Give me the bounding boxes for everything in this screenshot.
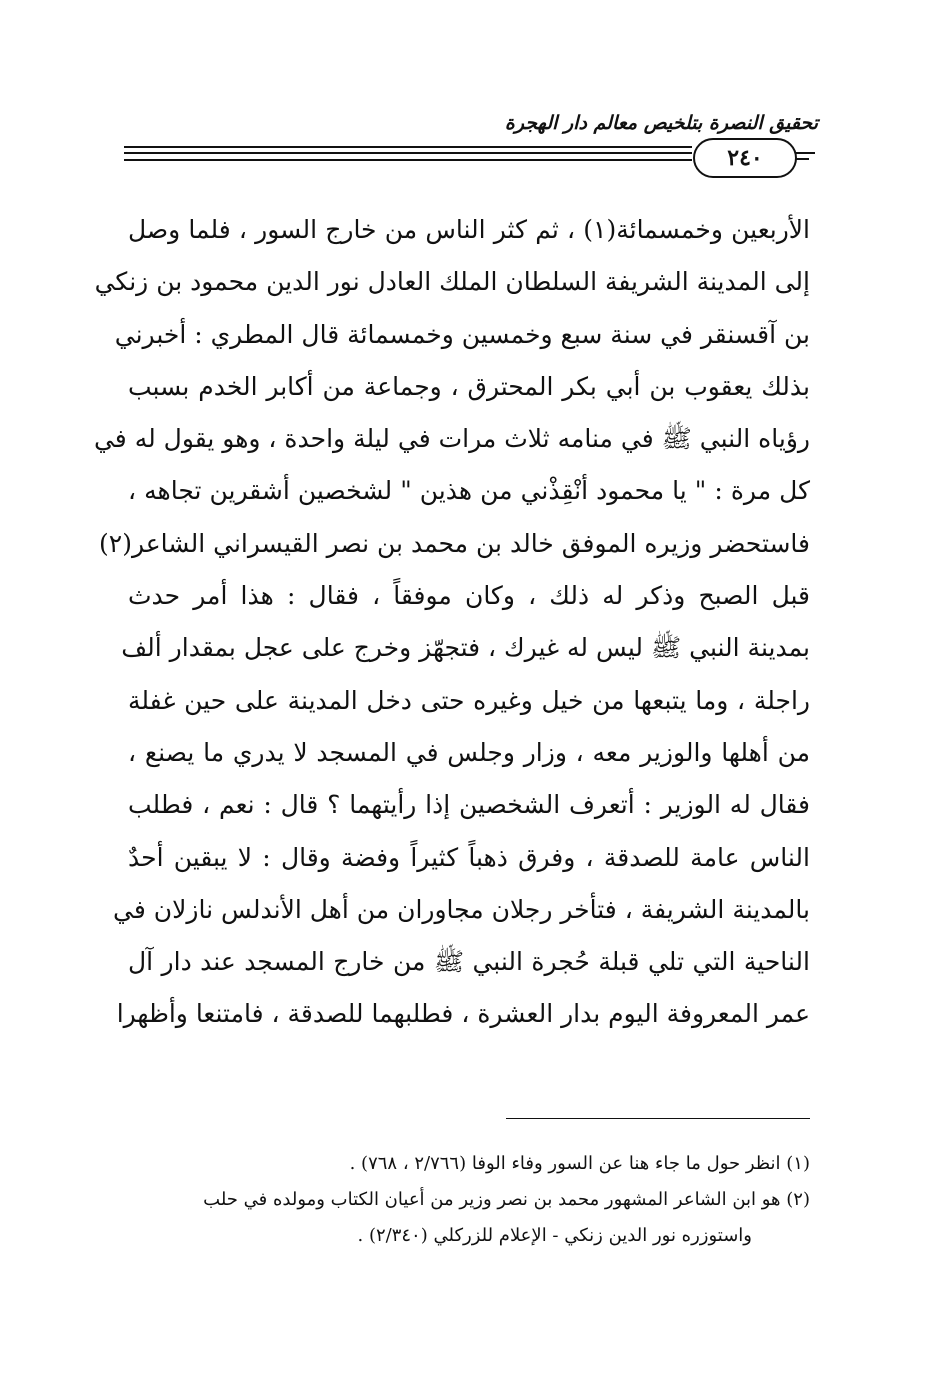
page-number: ٢٤٠ (727, 145, 763, 171)
text-line: بذلك يعقوب بن أبي بكر المحترق ، وجماعة من أكابر الخدم بسبب (128, 371, 810, 401)
text-line: عمر المعروفة اليوم بدار العشرة ، فطلبهما للصدقة ، فامتنعا وأظهرا (116, 999, 810, 1029)
text-line: راجلة ، وما يتبعها من خيل وغيره حتى دخل المدينة على حين غفلة (128, 685, 810, 715)
text-line: كل مرة : " يا محمود أنْقِذْني من هذين " لشخصين أشقرين تجاهه ، (128, 476, 810, 506)
text-line: بن آقسنقر في سنة سبع وخمسين وخمسمائة قال المطري : أخبرني (114, 319, 810, 349)
header-rule (124, 146, 692, 148)
text-line: الناس عامة للصدقة ، وفرق ذهباً كثيراً وفضة وقال : لا يبقين أحدٌ (128, 842, 810, 872)
text-line: فاستحضر وزيره الموفق خالد بن محمد بن نصر القيسراني الشاعر(٢) (99, 528, 810, 558)
text-line: الأربعين وخمسمائة(١) ، ثم كثر الناس من خارج السور ، فلما وصل (128, 215, 810, 244)
text-line: بالمدينة الشريفة ، فتأخر رجلان مجاوران من أهل الأندلس نازلان في (113, 894, 810, 924)
text-line: قبل الصبح وذكر له ذلك ، وكان موفقاً ، فقال : هذا أمر حدث (128, 581, 810, 611)
main-text (93, 204, 810, 1041)
text-line: فقال له الوزير : أتعرف الشخصين إذا رأيتهما ؟ قال : نعم ، فطلب (128, 790, 810, 820)
text-line: إلى المدينة الشريفة السلطان الملك العادل نور الدين محمود بن زنكي (94, 267, 810, 297)
footnote-1: (١) انظر حول ما جاء هنا عن السور وفاء الوفا (٢/٧٦٦ ، ٧٦٨) . (349, 1153, 810, 1174)
text-line: بمدينة النبي ﷺ ليس له غيرك ، فتجهّز وخرج على عجل بمقدار ألف (121, 633, 810, 663)
running-header-title: تحقيق النصرة بتلخيص معالم دار الهجرة (504, 112, 818, 134)
header-rule (124, 159, 692, 161)
footnote-2: (٢) هو ابن الشاعر المشهور محمد بن نصر وزير من أعيان الكتاب ومولده في حلب (203, 1189, 810, 1210)
footnote-2-continuation: واستوزره نور الدين زنكي - الإعلام للزركلي (٢/٣٤٠) . (357, 1225, 752, 1246)
footnotes (128, 1146, 810, 1254)
text-line: من أهلها والوزير معه ، وزار وجلس في المسجد لا يدري ما يصنع ، (128, 737, 810, 767)
text-line: رؤياه النبي ﷺ في منامه ثلاث مرات في ليلة واحدة ، وهو يقول له في (93, 424, 810, 454)
footnote-separator (506, 1118, 810, 1119)
text-line: الناحية التي تلي قبلة حُجرة النبي ﷺ من خارج المسجد عند دار آل (128, 947, 810, 977)
header-rule (124, 152, 692, 154)
page-number-frame (693, 138, 797, 178)
